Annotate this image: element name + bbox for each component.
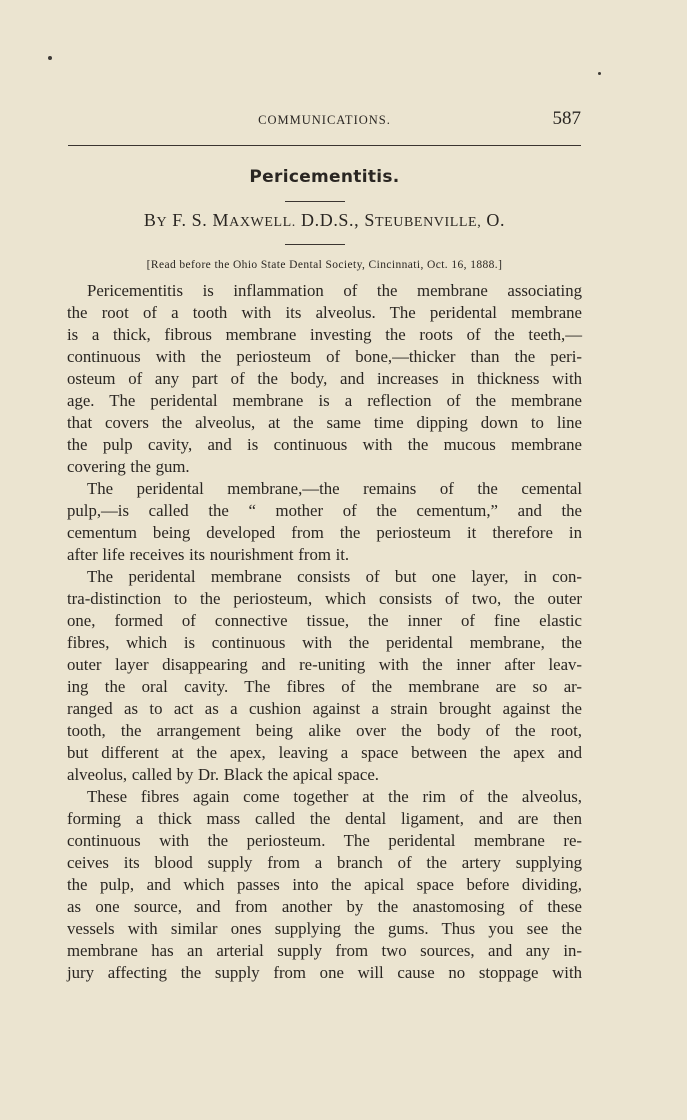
byline [68, 210, 581, 231]
ink-speck [598, 72, 601, 75]
author-degree: D.D.S., [301, 210, 360, 230]
text-line: osteum of any part of the body, and increases in thickness with [67, 369, 582, 388]
text-line: These fibres again come together at the rim of the alveolus, [87, 787, 582, 806]
text-line: ranged as to act as a cushion against a strain brought against the [67, 699, 582, 718]
text-line: Pericementitis is inflammation of the membrane associating [87, 281, 582, 300]
running-title: COMMUNICATIONS. [258, 113, 391, 127]
text-line: that covers the alveolus, at the same time dipping down to line [67, 413, 582, 432]
text-line: The peridental membrane,—the remains of the cemental [87, 479, 582, 498]
text-line: ceives its blood supply from a branch of the artery supplying [67, 853, 582, 872]
title-rule [285, 201, 345, 202]
read-note: [Read before the Ohio State Dental Society, Cincinnati, Oct. 16, 1888.] [146, 259, 503, 271]
text-line: the root of a tooth with its alveolus. The peridental membrane [67, 303, 582, 322]
text-line: membrane has an arterial supply from two sources, and any in- [67, 941, 582, 960]
page-number: 587 [552, 108, 581, 129]
text-line: is a thick, fibrous membrane investing the roots of the teeth,— [67, 325, 582, 344]
author-initials: F. S. [172, 210, 208, 230]
text-line: continuous with the periosteum. The peridental membrane re- [67, 831, 582, 850]
ink-speck [48, 56, 52, 60]
text-line: alveolus, called by Dr. Black the apical space. [67, 765, 379, 784]
article-body [67, 280, 582, 984]
byline-rule [285, 244, 345, 245]
text-line: as one source, and from another by the anastomosing of these [67, 897, 582, 916]
text-line: cementum being developed from the periosteum it therefore in [67, 523, 582, 542]
text-line: The peridental membrane consists of but one layer, in con- [87, 567, 582, 586]
text-line: after life receives its nourishment from it. [67, 545, 350, 564]
text-line: forming a thick mass called the dental ligament, and are then [67, 809, 582, 828]
text-line: one, formed of connective tissue, the inner of fine elastic [67, 611, 582, 630]
article-title: Pericementitis. [249, 167, 400, 187]
text-line: outer layer disappearing and re-uniting with the inner after leav- [67, 655, 582, 674]
author-city: STEUBENVILLE, [364, 210, 482, 230]
text-line: fibres, which is continuous with the peridental membrane, the [67, 633, 582, 652]
text-line: tra-distinction to the periosteum, which consists of two, the outer [67, 589, 582, 608]
text-line: the pulp cavity, and is continuous with the mucous membrane [67, 435, 582, 454]
text-line: but different at the apex, leaving a space between the apex and [67, 743, 582, 762]
text-line: jury affecting the supply from one will cause no stoppage with [67, 963, 582, 982]
text-line: ing the oral cavity. The fibres of the membrane are so ar- [67, 677, 582, 696]
text-line: the pulp, and which passes into the apical space before dividing, [67, 875, 582, 894]
byline-by: BY [143, 210, 168, 230]
header-rule [68, 145, 581, 146]
text-line: continuous with the periosteum of bone,—thicker than the peri- [67, 347, 582, 366]
author-state: O. [486, 210, 506, 230]
text-line: pulp,—is called the “ mother of the cementum,” and the [67, 501, 582, 520]
text-line: covering the gum. [67, 457, 190, 476]
text-line: vessels with similar ones supplying the gums. Thus you see the [67, 919, 582, 938]
text-line: tooth, the arrangement being alike over the body of the root, [67, 721, 582, 740]
text-line: age. The peridental membrane is a reflection of the membrane [67, 391, 582, 410]
author-surname: MAXWELL. [212, 210, 296, 230]
running-head [68, 108, 581, 136]
